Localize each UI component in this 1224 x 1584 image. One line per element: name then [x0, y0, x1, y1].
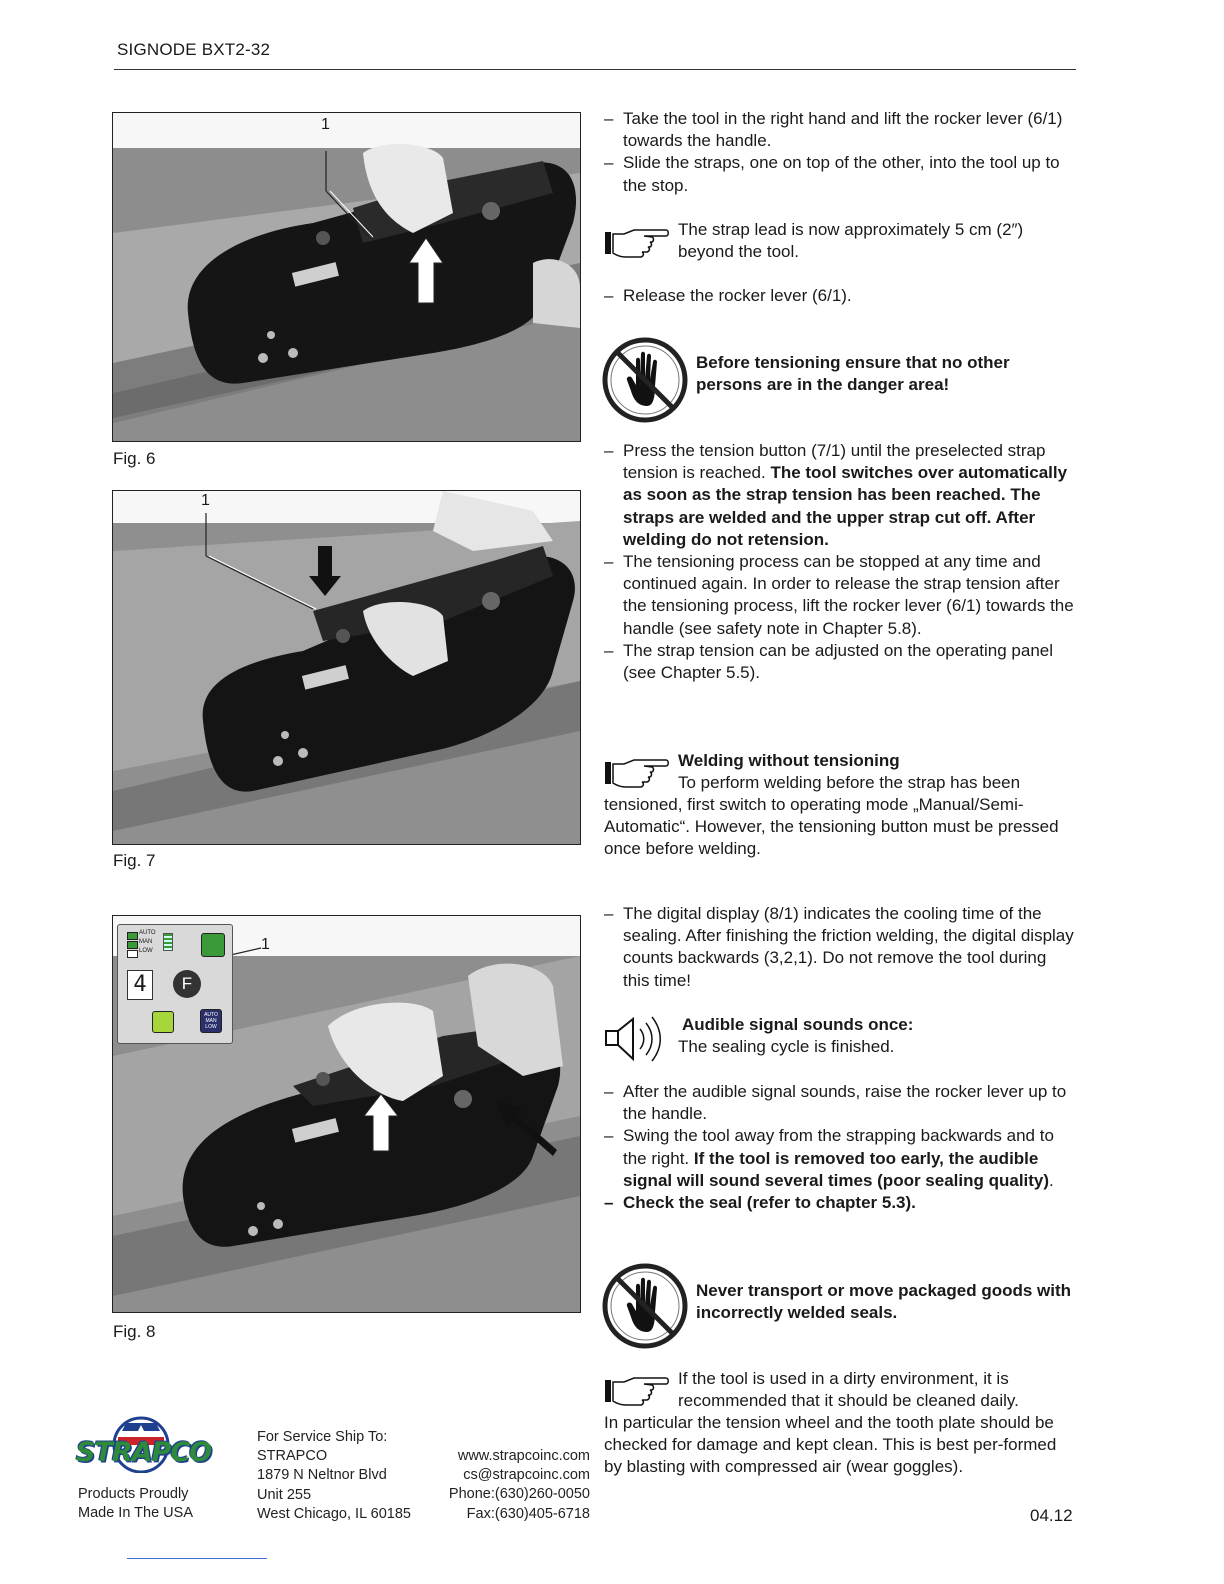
figure-8-callout: 1 [261, 936, 270, 953]
note-welding-title: Welding without tensioning [678, 751, 900, 770]
email-link[interactable]: cs@strapcoinc.com [463, 1467, 590, 1484]
figure-8-photo [112, 915, 581, 1313]
section-2-steps [604, 440, 1074, 684]
address-line2: Unit 255 [257, 1486, 312, 1503]
figure-7-photo [112, 490, 581, 845]
low-label: LOW [139, 948, 153, 954]
section-3-steps [604, 1081, 1074, 1214]
footer-tagline: Products Proudly Made In The USA [78, 1486, 193, 1522]
man-led [127, 941, 138, 949]
figure-6-caption: Fig. 6 [113, 449, 156, 468]
step-stop-tensioning: – The tensioning process can be stopped at any time and continued again. In order to release the strap tension after the tensioning process, lift the rocker lever (6/1) towards the handle (see safety note in Chapter 5.8). [604, 552, 1074, 638]
step-release-lever: – Release the rocker lever (6/1). [604, 286, 852, 305]
company-name: STRAPCO [257, 1448, 328, 1465]
note-hand-icon [604, 226, 670, 265]
address-line1: 1879 N Neltnor Blvd [257, 1467, 387, 1484]
step-lift-rocker-lever: – Take the tool in the right hand and lift the rocker lever (6/1) towards the handle. [604, 109, 1063, 151]
man-label: MAN [139, 939, 153, 945]
speaker-icon [605, 1013, 665, 1070]
phone-number: Phone:(630)260-0050 [448, 1486, 590, 1503]
note-hand-icon-3 [604, 1374, 670, 1413]
note-dirty-line1: If the tool is used in a dirty environment, it is [678, 1369, 1009, 1388]
footer-link-underline [127, 1558, 267, 1559]
header-rule [114, 69, 1076, 70]
prohibition-icon-2 [601, 1262, 689, 1355]
note-dirty-body: In particular the tension wheel and the tooth plate should be checked for damage and kept clean. This is best per-formed by blasting with compressed air (wear goggles). [604, 1413, 1057, 1477]
step-check-seal: – Check the seal (refer to chapter 5.3). [604, 1193, 916, 1213]
low-led [127, 950, 138, 958]
ship-title: For Service Ship To: [257, 1429, 388, 1445]
footer-ship-address [257, 1428, 411, 1524]
footer-contact [420, 1447, 590, 1524]
fax-number: Fax:(630)405-6718 [466, 1505, 590, 1522]
audio-title: Audible signal sounds once: [682, 1015, 914, 1034]
digital-display: 4 [127, 970, 153, 1000]
tension-button-icon [201, 933, 225, 957]
figure-7-caption: Fig. 7 [113, 851, 156, 870]
note-welding-body: tensioned, first switch to operating mode „Manual/Semi-Automatic“. However, the tensioning button must be pressed once before welding. [604, 795, 1059, 859]
address-city: West Chicago, IL 60185 [257, 1505, 411, 1522]
auto-led [127, 932, 138, 940]
section-3-display-step: – The digital display (8/1) indicates the cooling time of the sealing. After finishing the friction welding, the digital display counts backwards (3,2,1). Do not remove the tool during this time! [604, 904, 1074, 990]
figure-8-caption: Fig. 8 [113, 1322, 156, 1341]
timer-button-icon [152, 1011, 174, 1033]
mode-button: AUTO MAN LOW [200, 1009, 222, 1033]
f-button: F [173, 970, 201, 998]
warning-danger-area: Before tensioning ensure that no other persons are in the danger area! [696, 353, 1010, 395]
logo-wordmark: STRAPCO [76, 1437, 212, 1468]
note-dirty-line2: recommended that it should be cleaned daily. [678, 1391, 1019, 1410]
step-adjust-tension: – The strap tension can be adjusted on the operating panel (see Chapter 5.5). [604, 640, 1054, 683]
note-hand-icon-2 [604, 756, 670, 795]
note-welding-line1: To perform welding before the strap has been [678, 773, 1021, 792]
warning-incorrect-seals: Never transport or move packaged goods with incorrectly welded seals. [696, 1281, 1072, 1323]
prohibition-icon [601, 336, 689, 429]
step-swing-tool: – Swing the tool away from the strapping backwards and to the right. If the tool is removed too early, the audible signal will sound several times (poor sealing quality). [604, 1126, 1054, 1190]
document-version: 04.12 [1030, 1506, 1073, 1525]
figure-6-callout: 1 [321, 116, 330, 133]
step-press-tension-button: – Press the tension button (7/1) until the preselected strap tension is reached. The tool switches over automatically as soon as the strap tension has been reached. The straps are welded and the upper strap cut off. After welding do not retension. [604, 441, 1068, 549]
figure-6-photo [112, 112, 581, 442]
battery-icon [163, 933, 173, 951]
step-slide-straps: – Slide the straps, one on top of the other, into the tool up to the stop. [604, 153, 1060, 195]
note-strap-lead: The strap lead is now approximately 5 cm (2″) beyond the tool. [678, 220, 1024, 262]
figure-7-callout: 1 [201, 492, 210, 509]
page-header-title: SIGNODE BXT2-32 [117, 40, 271, 59]
auto-label: AUTO [139, 930, 156, 936]
website-link[interactable]: www.strapcoinc.com [457, 1448, 590, 1464]
strapco-logo [76, 1415, 212, 1492]
audio-text: The sealing cycle is finished. [678, 1037, 895, 1056]
operating-panel-inset [117, 924, 233, 1044]
section-1-steps [604, 108, 1074, 197]
step-raise-lever: – After the audible signal sounds, raise the rocker lever up to the handle. [604, 1082, 1067, 1124]
